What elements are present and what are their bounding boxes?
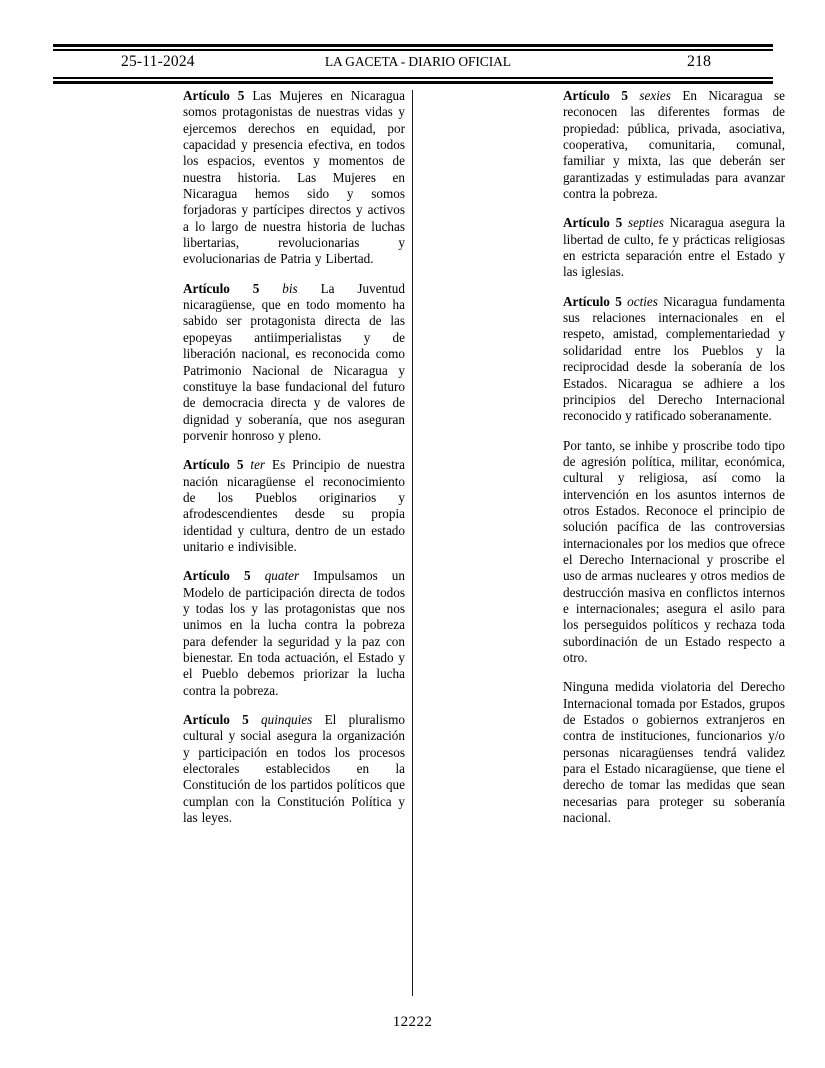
article-ordinal: septies [627, 215, 664, 231]
column-right [563, 88, 785, 826]
article-body-text: La Juventud nicaragüense, que en todo momento ha sabido ser protagonista directa de las epopeyas antiimperialistas y de liberación nacional, es reconocida como Patrimonio Nacional de Nicaragua y constituye la base fundacional del futuro de democracia directa y de valores de dignidad y soberanía, que nos aseguran porvenir honroso y pleno. [183, 280, 405, 443]
article-paragraph [183, 88, 405, 268]
body-columns [0, 88, 825, 988]
article-ordinal: ter [250, 457, 266, 473]
article-ordinal: sexies [639, 88, 671, 103]
header-date: 25-11-2024 [121, 53, 195, 70]
article-paragraph [563, 88, 785, 202]
article-label: Artículo 5 [183, 568, 251, 584]
article-body-text: Nicaragua fundamenta sus relaciones internacionales en el respeto, amistad, complementariedad y solidaridad entre los Pueblos y la reciprocidad desde la soberanía de los Estados. Nicaragua se adhiere a los principios del Derecho Internacional reconocido y ratificado soberanamente. [563, 293, 785, 424]
folio-number: 12222 [392, 1014, 433, 1030]
column-left [183, 88, 405, 826]
article-ordinal: quater [264, 568, 300, 584]
article-paragraph [563, 438, 785, 667]
article-label: Artículo 5 [183, 88, 245, 103]
article-paragraph [183, 568, 405, 699]
article-label: Artículo 5 [563, 215, 623, 231]
article-paragraph [563, 679, 785, 826]
article-ordinal: bis [282, 280, 298, 296]
article-label: Artículo 5 [183, 280, 260, 296]
article-body-text: Es Principio de nuestra nación nicaragüense el reconocimiento de los Pueblos originarios y afrodescendientes desde su propia identidad y cultura, dentro de un estado unitario e indivisible. [183, 457, 405, 554]
header-page-number: 218 [687, 53, 711, 70]
article-ordinal: octies [627, 293, 658, 309]
article-body-text: En Nicaragua se reconocen las diferentes formas de propiedad: pública, privada, asociativa, cooperativa, comunitaria, comunal, familiar y mixta, las que deberán ser garantizadas y estimuladas para avanzar contra la pobreza. [563, 88, 786, 202]
article-paragraph [183, 712, 405, 826]
article-label: Artículo 5 [183, 712, 249, 728]
header-rule-top [53, 44, 773, 51]
article-paragraph [563, 215, 785, 280]
article-body-text: Impulsamos un Modelo de participación directa de todos y todas los y las protagonistas que nos unimos en la lucha contra la pobreza para defender la seguridad y la paz con bienestar. En toda actuación, el Estado y el Pueblo debemos priorizar la lucha contra la pobreza. [183, 568, 405, 698]
article-paragraph [183, 281, 405, 444]
article-paragraph [563, 294, 785, 425]
article-label: Artículo 5 [183, 457, 244, 473]
article-label: Artículo 5 [563, 293, 622, 309]
header-row [53, 51, 773, 77]
article-ordinal: quinquies [261, 712, 313, 728]
header-rule-bottom [53, 77, 773, 84]
article-body-text: Las Mujeres en Nicaragua somos protagonistas de nuestras vidas y ejercemos derechos en equidad, por capacidad y presencia efectiva, en todos los espacios, eventos y momentos de nuestra historia. Las Mujeres en Nicaragua hemos sido y somos forjadoras y partícipes directos y activos a lo largo de nuestra historia de luchas libertarias, revolucionarias y evolucionarias de Patria y Libertad. [183, 88, 405, 267]
page-header [53, 44, 773, 84]
header-publication-title: LA GACETA - DIARIO OFICIAL [324, 54, 511, 69]
article-paragraph [183, 457, 405, 555]
article-body-text: Por tanto, se inhibe y proscribe todo tipo de agresión política, militar, económica, cultural y religiosa, así como la intervención en los asuntos internos de otros Estados. Reconoce el principio de solución pacífica de las controversias internacionales por los medios que ofrece el Derecho Internacional y proscribe el uso de armas nucleares y otros medios de destrucción masiva en conflictos internos e internacionales; asegura el asilo para los perseguidos políticos y rechaza toda subordinación de un Estado respecto a otro. [563, 437, 785, 665]
article-label: Artículo 5 [563, 88, 628, 103]
article-body-text: El pluralismo cultural y social asegura la organización y participación en todos los procesos electorales establecidos en la Constitución de los partidos políticos que cumplan con la Constitución Política y las leyes. [183, 712, 405, 826]
article-body-text: Nicaragua asegura la libertad de culto, fe y prácticas religiosas en estricta separación entre el Estado y las iglesias. [563, 215, 785, 280]
article-body-text: Ninguna medida violatoria del Derecho Internacional tomada por Estados, grupos de Estados o gobiernos extranjeros en contra de instituciones, funcionarios y/o personas nicaragüenses tendrá validez para el Estado nicaragüense, que tiene el derecho de tomar las medidas que sean necesarias para proteger su soberanía nacional. [563, 679, 785, 826]
